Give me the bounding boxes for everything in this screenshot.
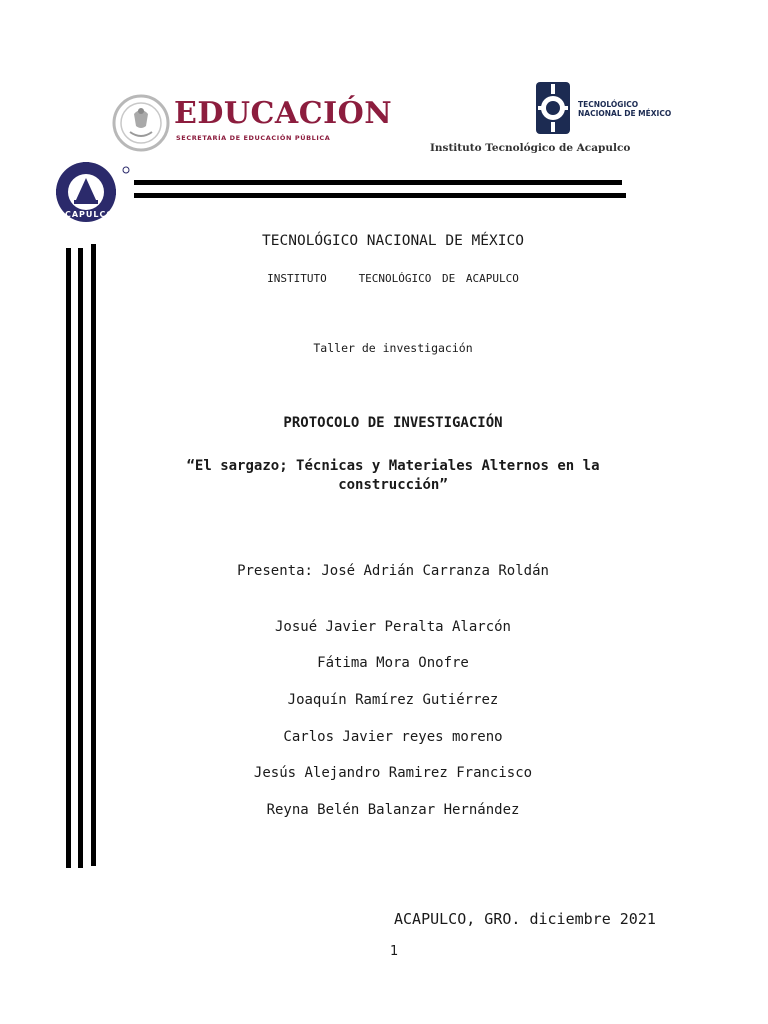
vertical-rule-3 <box>91 244 96 866</box>
tecnm-logo <box>532 80 672 140</box>
author-name: Reyna Belén Balanzar Hernández <box>266 802 520 818</box>
presenter: Presenta: José Adrián Carranza Roldán <box>237 563 549 579</box>
institute-name: INSTITUTO TECNOLÓGICO DE ACAPULCO <box>267 272 519 285</box>
tecnm-line2: NACIONAL DE MÉXICO <box>578 109 672 118</box>
page-number: 1 <box>390 944 399 959</box>
horizontal-rule-bottom <box>134 193 626 198</box>
tecnm-title: TECNOLÓGICO NACIONAL DE MÉXICO <box>262 233 524 249</box>
vertical-rule-1 <box>66 248 71 868</box>
author-name: Carlos Javier reyes moreno <box>283 729 503 745</box>
tecnm-gear-icon <box>532 80 574 136</box>
course-name: Taller de investigación <box>313 341 473 355</box>
tecnm-line1: TECNOLÓGICO <box>578 100 639 109</box>
acapulco-logo-text: ACAPULCO <box>57 210 115 219</box>
author-name: Jesús Alejandro Ramirez Francisco <box>253 765 533 781</box>
document-type: PROTOCOLO DE INVESTIGACIÓN <box>283 415 503 431</box>
sep-subtitle: SECRETARÍA DE EDUCACIÓN PÚBLICA <box>176 134 331 142</box>
institute-caption: Instituto Tecnológico de Acapulco <box>430 142 631 154</box>
acapulco-gear-icon <box>50 160 134 234</box>
mexico-coat-of-arms-icon <box>112 94 170 152</box>
vertical-rule-2 <box>78 248 83 868</box>
tecnm-logo-text <box>578 100 671 118</box>
location-date: ACAPULCO, GRO. diciembre 2021 <box>394 910 656 928</box>
author-name: Joaquín Ramírez Gutiérrez <box>287 692 499 708</box>
horizontal-rule-top <box>134 180 622 185</box>
acapulco-logo <box>50 160 134 234</box>
author-name: Josué Javier Peralta Alarcón <box>274 619 511 635</box>
sep-educacion-logo <box>112 94 393 156</box>
author-name: Fátima Mora Onofre <box>317 655 469 671</box>
educacion-wordmark: EDUCACIÓN <box>174 96 393 131</box>
project-title: “El sargazo; Técnicas y Materiales Alternos en la construcción” <box>186 458 600 493</box>
